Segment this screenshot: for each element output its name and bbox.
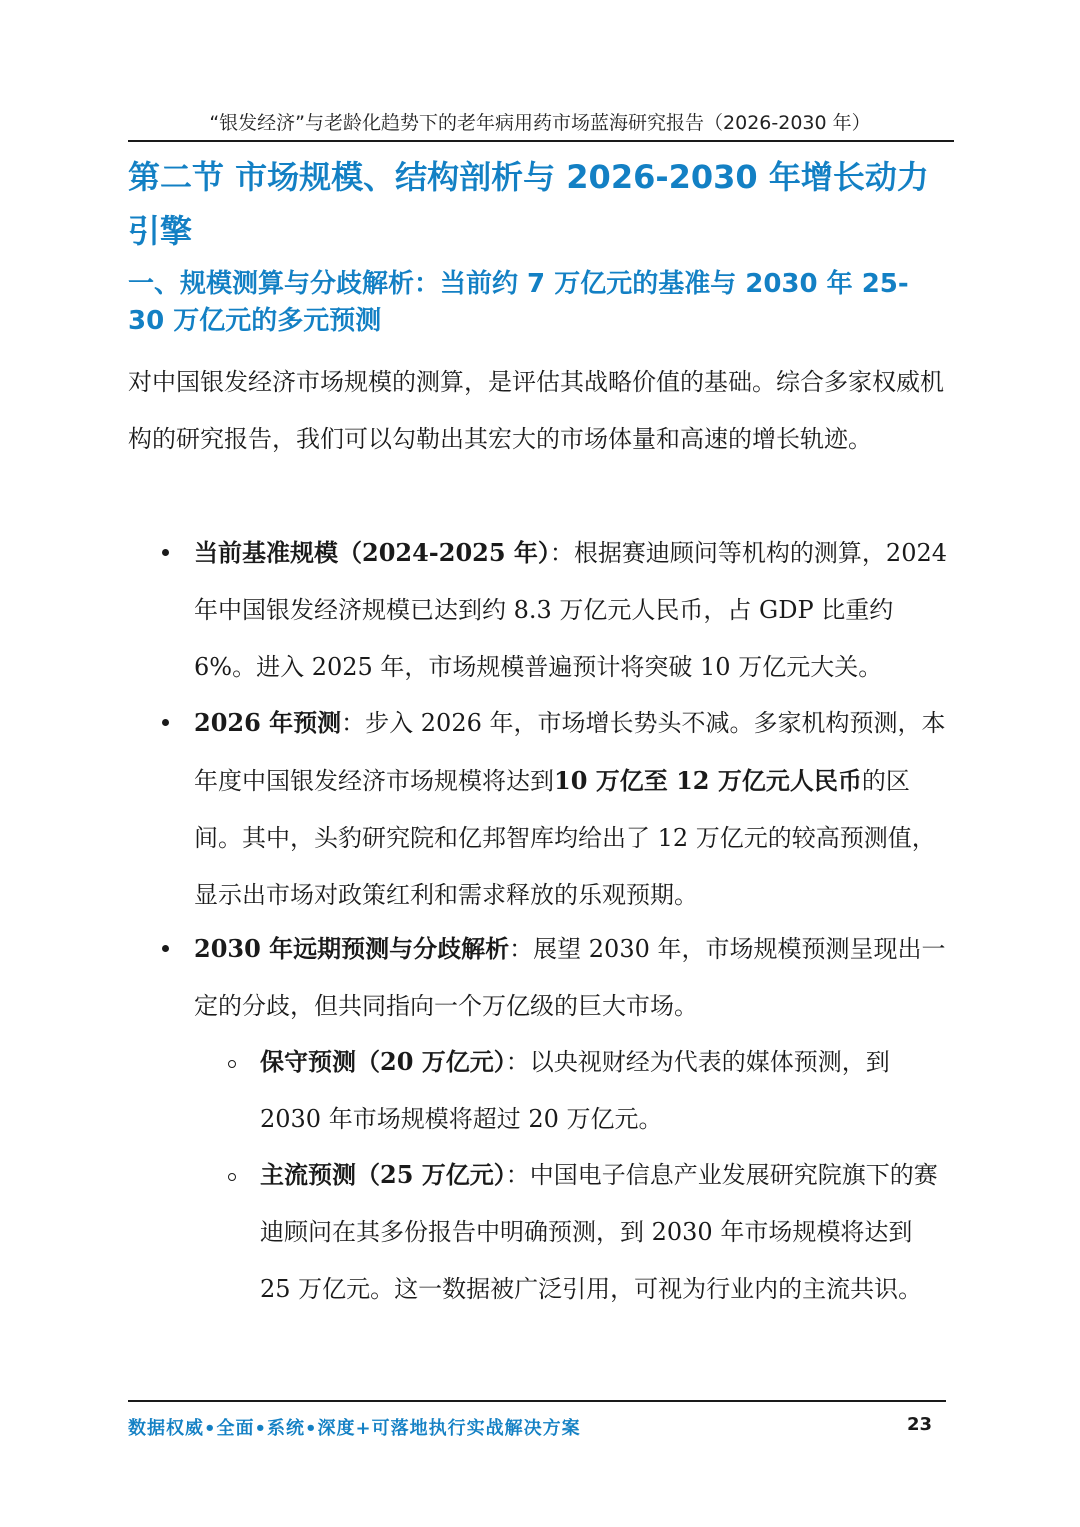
bullet-dot-icon <box>162 945 169 952</box>
sub-bullet-text: 中国电子信息产业发展研究院旗下的赛迪顾问在其多份报告中明确预测，到 2030 年市场规模将达到 25 万亿元。这一数据被广泛引用，可视为行业内的主流共识。 <box>260 1161 938 1303</box>
sub-bullet-item <box>260 1033 950 1148</box>
subsection-title: 一、规模测算与分歧解析：当前约 7 万亿元的基准与 2030 年 25-30 万亿元的多元预测 <box>128 269 909 336</box>
sub-bullet-text: 以央视财经为代表的媒体预测，到 2030 年市场规模将超过 20 万亿元。 <box>260 1048 890 1133</box>
bullet-lead: 当前基准规模（2024-2025 年） <box>194 538 550 567</box>
sub-bullet-lead: 主流预测（25 万亿元） <box>260 1160 506 1189</box>
footer-divider <box>128 1400 946 1402</box>
bullet-text: 步入 2026 年，市场增长势头不减。多家机构预测，本年度中国银发经济市场规模将达到 <box>194 709 946 795</box>
bullet-emphasis: 10 万亿至 12 万亿元人民币 <box>554 766 862 795</box>
bullet-lead: 2026 年预测 <box>194 708 342 737</box>
bullet-lead: 2030 年远期预测与分歧解析 <box>194 934 510 963</box>
bullet-item <box>194 920 954 1035</box>
bullet-text: 展望 2030 年，市场规模预测呈现出一定的分歧，但共同指向一个万亿级的巨大市场。 <box>194 935 946 1020</box>
bullet-separator: ： <box>341 709 366 737</box>
section-title: 第二节 市场规模、结构剖析与 2026-2030 年增长动力引擎 <box>128 158 929 250</box>
sub-bullet-lead: 保守预测（20 万亿元） <box>260 1047 506 1076</box>
bullet-dot-icon <box>162 549 169 556</box>
bullet-separator: ： <box>549 539 574 567</box>
bullet-separator: ： <box>509 935 534 963</box>
bullet-item <box>194 694 954 924</box>
hollow-circle-icon <box>228 1173 236 1181</box>
hollow-circle-icon <box>228 1060 236 1068</box>
header-divider <box>128 140 954 142</box>
running-header: “银发经济”与老龄化趋势下的老年病用药市场蓝海研究报告（2026-2030 年） <box>209 112 871 134</box>
sub-bullet-separator: ： <box>505 1161 530 1189</box>
intro-paragraph: 对中国银发经济市场规模的测算，是评估其战略价值的基础。综合多家权威机构的研究报告，我们可以勾勒出其宏大的市场体量和高速的增长轨迹。 <box>128 368 944 453</box>
bullet-text: 的区间。其中，头豹研究院和亿邦智库均给出了 12 万亿元的较高预测值，显示出市场对政策红利和需求释放的乐观预期。 <box>194 767 936 909</box>
sub-bullet-item <box>260 1146 950 1318</box>
bullet-text: 根据赛迪顾问等机构的测算，2024 年中国银发经济规模已达到约 8.3 万亿元人民币，占 GDP 比重约 6%。进入 2025 年，市场规模普遍预计将突破 10 万亿元大关。 <box>194 539 947 681</box>
page-number: 23 <box>906 1414 932 1435</box>
sub-bullet-separator: ： <box>505 1048 530 1076</box>
bullet-item <box>194 524 954 696</box>
footer-slogan: 数据权威•全面•系统•深度+可落地执行实战解决方案 <box>128 1418 581 1439</box>
bullet-dot-icon <box>162 719 169 726</box>
